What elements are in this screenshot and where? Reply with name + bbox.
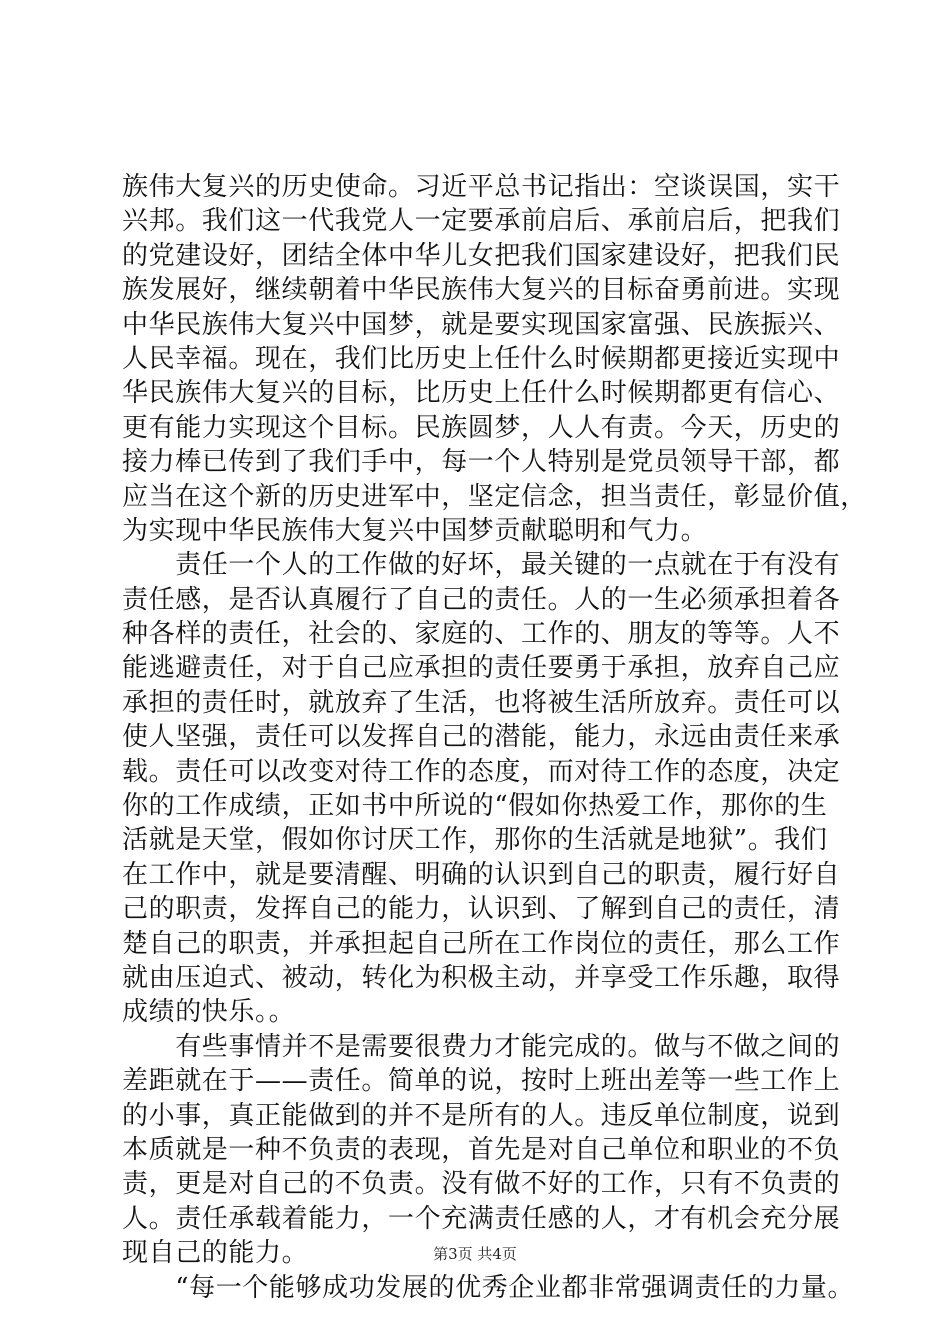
text-line: 你的工作成绩，正如书中所说的“假如你热爱工作，那你的生: [122, 791, 828, 822]
text-line: 更有能力实现这个目标。民族圆梦，人人有责。今天，历史的: [122, 412, 841, 443]
text-line: 成绩的快乐。。: [122, 997, 296, 1028]
text-line: 为实现中华民族伟大复兴中国梦贡献聪明和气力。: [122, 515, 708, 546]
text-line: 能逃避责任，对于自己应承担的责任要勇于承担，放弃自己应: [122, 653, 841, 684]
text-line: 人民幸福。现在，我们比历史上任什么时候期都更接近实现中: [122, 343, 841, 374]
text-line: 兴邦。我们这一代我党人一定要承前启后、承前启后，把我们: [122, 206, 841, 237]
text-line: 差距就在于——责任。简单的说，按时上班出差等一些工作上: [122, 1066, 841, 1097]
text-line: 有些事情并不是需要很费力才能完成的。做与不做之间的: [122, 1031, 841, 1062]
text-line: 族伟大复兴的历史使命。习近平总书记指出：空谈误国，实干: [122, 172, 841, 202]
text-line: 活就是天堂，假如你讨厌工作，那你的生活就是地狱”。我们: [122, 825, 828, 856]
text-line: 己的职责，发挥自己的能力，认识到、了解到自己的责任，清: [122, 894, 841, 925]
text-line: 本质就是一种不负责的表现，首先是对自己单位和职业的不负: [122, 1134, 841, 1165]
text-line: 在工作中，就是要清醒、明确的认识到自己的职责，履行好自: [122, 859, 841, 890]
text-line: 承担的责任时，就放弃了生活，也将被生活所放弃。责任可以: [122, 687, 841, 718]
text-line: 华民族伟大复兴的目标，比历史上任什么时候期都更有信心、: [122, 378, 841, 409]
document-body: [122, 170, 867, 1305]
text-line: “每一个能够成功发展的优秀企业都非常强调责任的力量。: [122, 1272, 855, 1303]
text-line: 人。责任承载着能力，一个充满责任感的人，才有机会充分展: [122, 1203, 841, 1234]
text-line: 使人坚强，责任可以发挥自己的潜能，能力，永远由责任来承: [122, 722, 841, 753]
text-line: 的党建设好，团结全体中华儿女把我们国家建设好，把我们民: [122, 240, 841, 271]
text-line: 责任感，是否认真履行了自己的责任。人的一生必须承担着各: [122, 584, 841, 615]
text-line: 中华民族伟大复兴中国梦，就是要实现国家富强、民族振兴、: [122, 309, 841, 340]
text-line: 的小事，真正能做到的并不是所有的人。违反单位制度，说到: [122, 1100, 841, 1131]
text-line: 载。责任可以改变对待工作的态度，而对待工作的态度，决定: [122, 756, 841, 787]
page-number-footer: 第3页 共4页: [433, 1245, 517, 1263]
text-line: 就由压迫式、被动，转化为积极主动，并享受工作乐趣，取得: [122, 962, 841, 993]
text-line: 楚自己的职责，并承担起自己所在工作岗位的责任，那么工作: [122, 928, 841, 959]
text-line: 现自己的能力。: [122, 1238, 309, 1269]
text-line: 接力棒已传到了我们手中，每一个人特别是党员领导干部，都: [122, 447, 841, 478]
text-line: 应当在这个新的历史进军中，坚定信念，担当责任，彰显价值，: [122, 481, 867, 512]
text-line: 责任一个人的工作做的好坏，最关键的一点就在于有没有: [122, 550, 841, 581]
text-line: 种各样的责任，社会的、家庭的、工作的、朋友的等等。人不: [122, 619, 841, 650]
text-line: 责，更是对自己的不负责。没有做不好的工作，只有不负责的: [122, 1169, 841, 1200]
text-line: 族发展好，继续朝着中华民族伟大复兴的目标奋勇前进。实现: [122, 275, 841, 306]
